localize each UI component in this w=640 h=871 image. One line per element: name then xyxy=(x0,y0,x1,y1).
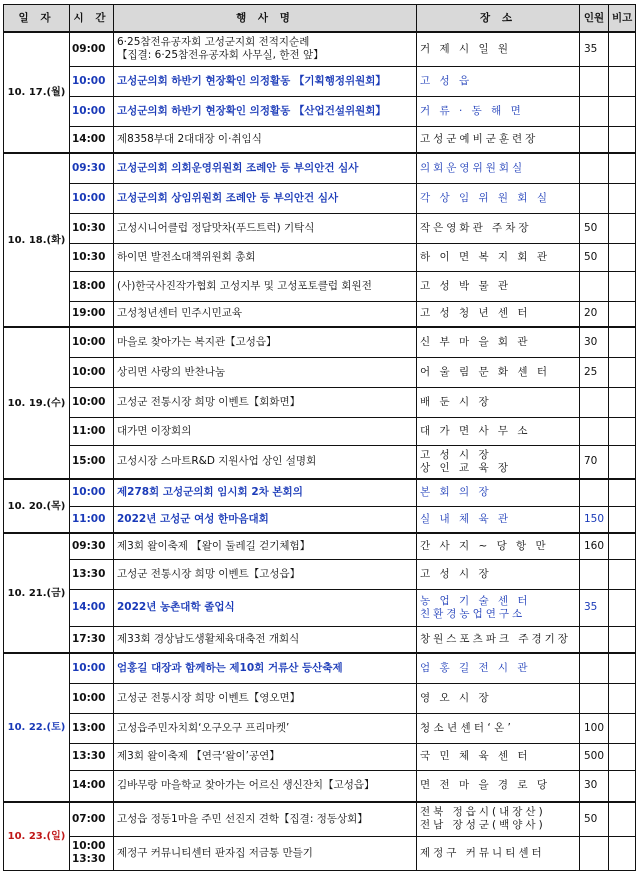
place-cell xyxy=(417,66,580,96)
event-cell xyxy=(114,479,417,506)
note-cell xyxy=(609,32,636,66)
time-text: 11:00 xyxy=(72,512,106,525)
time-text: 13:00 xyxy=(72,721,106,734)
event-text: 고성군 전통시장 희망 이벤트【고성읍】 xyxy=(117,567,301,580)
time-text: 19:00 xyxy=(72,307,106,320)
schedule-row xyxy=(4,506,636,533)
time-cell xyxy=(70,357,114,387)
time-cell xyxy=(70,126,114,153)
event-cell xyxy=(114,626,417,653)
event-text: 제278회 고성군의회 임시회 2차 본회의 xyxy=(117,486,303,499)
event-text: 하이면 발전소대책위원회 총회 xyxy=(117,250,256,263)
place-cell xyxy=(417,770,580,802)
note-cell xyxy=(609,126,636,153)
place-text: 간 사 지 ~ 당 항 만 xyxy=(420,539,549,552)
place-text: 본 회 의 장 xyxy=(420,486,492,499)
time-text: 13:30 xyxy=(72,750,106,762)
count-cell: 20 xyxy=(580,301,609,327)
event-cell xyxy=(114,327,417,357)
schedule-row xyxy=(4,802,636,836)
time-cell xyxy=(70,533,114,559)
count-cell: 30 xyxy=(580,327,609,357)
header-date: 일 자 xyxy=(4,5,70,33)
schedule-row xyxy=(4,683,636,713)
header-count: 인원 xyxy=(580,5,609,33)
time-cell xyxy=(70,301,114,327)
event-text: 6·25참전유공자회 고성군지회 전적지순례 xyxy=(117,36,310,49)
event-text: 상리면 사랑의 반찬나눔 xyxy=(117,365,226,378)
note-cell xyxy=(609,653,636,683)
place-text: 고 성 시 장 xyxy=(420,448,492,461)
note-cell xyxy=(609,243,636,271)
schedule-row xyxy=(4,126,636,153)
schedule-row xyxy=(4,387,636,417)
schedule-table-wrapper xyxy=(3,4,636,871)
time-text: 14:00 xyxy=(72,132,106,145)
place-text: 의회운영위원회실 xyxy=(420,161,526,174)
time-cell xyxy=(70,653,114,683)
time-text: 09:00 xyxy=(72,42,106,55)
time-text: 10:00 xyxy=(72,840,106,852)
time-cell xyxy=(70,96,114,126)
event-text: 【집결: 6·25참전유공자회 사무실, 한전 앞】 xyxy=(117,49,324,62)
time-cell xyxy=(70,213,114,243)
event-cell xyxy=(114,387,417,417)
place-cell xyxy=(417,445,580,479)
place-cell xyxy=(417,301,580,327)
note-cell xyxy=(609,770,636,802)
schedule-row xyxy=(4,357,636,387)
note-cell xyxy=(609,713,636,743)
place-cell xyxy=(417,506,580,533)
place-cell xyxy=(417,126,580,153)
note-cell xyxy=(609,743,636,770)
time-text: 10:00 xyxy=(72,104,106,117)
event-text: 2022년 농촌대학 졸업식 xyxy=(117,601,235,613)
count-cell: 50 xyxy=(580,213,609,243)
place-text: 전남 장성군(백양사) xyxy=(420,819,546,832)
event-text: 제정구 커뮤니티센터 판자집 저금통 만들기 xyxy=(117,846,313,859)
place-text: 창원스포츠파크 주경기장 xyxy=(420,632,571,645)
schedule-row xyxy=(4,743,636,770)
count-cell xyxy=(580,183,609,213)
schedule-row xyxy=(4,417,636,445)
schedule-row xyxy=(4,271,636,301)
place-text: 고 성 시 장 xyxy=(420,567,492,580)
place-text: 실 내 체 육 관 xyxy=(420,512,512,525)
count-cell xyxy=(580,626,609,653)
time-cell xyxy=(70,626,114,653)
place-text: 제정구 커뮤니티센터 xyxy=(420,846,545,859)
time-text: 10:00 xyxy=(72,486,106,499)
time-text: 13:30 xyxy=(72,853,106,865)
count-cell: 50 xyxy=(580,802,609,836)
event-cell xyxy=(114,417,417,445)
time-text: 10:00 xyxy=(72,691,106,704)
schedule-row xyxy=(4,66,636,96)
date-cell: 10. 18.(화) xyxy=(4,153,70,327)
place-text: 각 상 임 위 원 회 실 xyxy=(420,191,551,204)
header-row xyxy=(4,5,636,33)
event-cell xyxy=(114,66,417,96)
place-text: 전북 정읍시(내장산) xyxy=(420,806,546,819)
note-cell xyxy=(609,271,636,301)
place-cell xyxy=(417,417,580,445)
place-text: 상 인 교 육 장 xyxy=(420,461,512,474)
count-cell: 50 xyxy=(580,243,609,271)
time-text: 10:00 xyxy=(72,74,106,87)
time-cell xyxy=(70,183,114,213)
count-cell: 30 xyxy=(580,770,609,802)
time-text: 13:30 xyxy=(72,567,106,580)
event-cell xyxy=(114,653,417,683)
note-cell xyxy=(609,213,636,243)
event-text: 엄홍길 대장과 함께하는 제10회 거류산 등산축제 xyxy=(117,661,343,674)
note-cell xyxy=(609,96,636,126)
time-text: 10:00 xyxy=(72,365,106,378)
note-cell xyxy=(609,301,636,327)
count-cell: 150 xyxy=(580,506,609,533)
time-cell xyxy=(70,271,114,301)
schedule-table xyxy=(3,4,636,871)
event-cell xyxy=(114,445,417,479)
event-cell xyxy=(114,96,417,126)
count-cell xyxy=(580,387,609,417)
time-text: 10:30 xyxy=(72,250,106,263)
count-cell xyxy=(580,66,609,96)
note-cell xyxy=(609,836,636,870)
place-cell xyxy=(417,743,580,770)
place-cell xyxy=(417,153,580,183)
event-text: 고성시니어클럽 정담맛차(푸드트럭) 기탁식 xyxy=(117,221,315,234)
event-text: 마을로 찾아가는 복지관【고성읍】 xyxy=(117,335,277,348)
place-cell xyxy=(417,357,580,387)
time-text: 10:00 xyxy=(72,335,106,348)
time-cell xyxy=(70,559,114,589)
time-cell xyxy=(70,683,114,713)
place-cell xyxy=(417,559,580,589)
count-cell: 25 xyxy=(580,357,609,387)
event-text: 김바무랑 마을학교 찾아가는 어르신 생신잔치【고성읍】 xyxy=(117,779,375,792)
place-cell xyxy=(417,213,580,243)
time-cell xyxy=(70,836,114,870)
event-text: 고성청년센터 민주시민교육 xyxy=(117,307,243,320)
event-cell xyxy=(114,153,417,183)
schedule-row xyxy=(4,213,636,243)
date-cell: 10. 19.(수) xyxy=(4,327,70,479)
event-cell xyxy=(114,683,417,713)
note-cell xyxy=(609,683,636,713)
note-cell xyxy=(609,357,636,387)
time-cell xyxy=(70,327,114,357)
event-cell xyxy=(114,126,417,153)
count-cell xyxy=(580,126,609,153)
event-text: 고성군의회 하반기 현장확인 의정활동 【기획행정위원회】 xyxy=(117,74,386,87)
place-cell xyxy=(417,589,580,626)
schedule-body xyxy=(4,32,636,870)
schedule-row xyxy=(4,445,636,479)
place-cell xyxy=(417,327,580,357)
schedule-row xyxy=(4,32,636,66)
note-cell xyxy=(609,417,636,445)
event-text: 제3회 왈이축제 【연극‘왈이’공연】 xyxy=(117,750,280,762)
place-text: 농 업 기 술 센 터 xyxy=(420,594,531,607)
date-cell: 10. 20.(목) xyxy=(4,479,70,533)
place-text: 청 소 년 센 터 ‘ 온 ’ xyxy=(420,721,511,734)
event-cell xyxy=(114,213,417,243)
place-text: 엄 홍 길 전 시 관 xyxy=(420,661,531,674)
time-cell xyxy=(70,66,114,96)
time-cell xyxy=(70,743,114,770)
event-cell xyxy=(114,559,417,589)
event-text: 고성군의회 하반기 현장확인 의정활동 【산업건설위원회】 xyxy=(117,104,386,117)
event-cell xyxy=(114,243,417,271)
schedule-row xyxy=(4,327,636,357)
event-cell xyxy=(114,743,417,770)
place-text: 배 둔 시 장 xyxy=(420,395,492,408)
time-text: 17:30 xyxy=(72,632,106,645)
time-text: 10:00 xyxy=(72,395,106,408)
time-text: 10:30 xyxy=(72,221,106,234)
place-cell xyxy=(417,836,580,870)
count-cell xyxy=(580,417,609,445)
header-event: 행 사 명 xyxy=(114,5,417,33)
header-place: 장 소 xyxy=(417,5,580,33)
time-text: 10:00 xyxy=(72,661,106,674)
time-cell xyxy=(70,445,114,479)
place-text: 고 성 박 물 관 xyxy=(420,279,512,292)
event-cell xyxy=(114,506,417,533)
place-cell xyxy=(417,533,580,559)
place-text: 국 민 체 육 센 터 xyxy=(420,750,531,762)
event-text: 고성군 전통시장 희망 이벤트【회화면】 xyxy=(117,395,301,408)
schedule-row xyxy=(4,479,636,506)
event-text: 고성읍주민자치회‘오구오구 프리마켓’ xyxy=(117,721,290,734)
time-cell xyxy=(70,243,114,271)
time-text: 18:00 xyxy=(72,279,106,292)
schedule-row xyxy=(4,626,636,653)
place-text: 거 류 · 동 해 면 xyxy=(420,104,524,117)
schedule-row xyxy=(4,243,636,271)
count-cell: 500 xyxy=(580,743,609,770)
count-cell xyxy=(580,153,609,183)
note-cell xyxy=(609,445,636,479)
count-cell: 160 xyxy=(580,533,609,559)
note-cell xyxy=(609,183,636,213)
note-cell xyxy=(609,327,636,357)
note-cell xyxy=(609,66,636,96)
note-cell xyxy=(609,559,636,589)
place-cell xyxy=(417,243,580,271)
place-cell xyxy=(417,387,580,417)
place-text: 어 울 림 문 화 센 터 xyxy=(420,365,551,378)
place-cell xyxy=(417,802,580,836)
event-text: 고성시장 스마트R&D 지원사업 상인 설명회 xyxy=(117,455,317,468)
schedule-row xyxy=(4,559,636,589)
time-cell xyxy=(70,506,114,533)
place-text: 거 제 시 일 원 xyxy=(420,42,512,55)
time-text: 14:00 xyxy=(72,779,106,792)
note-cell xyxy=(609,479,636,506)
time-cell xyxy=(70,770,114,802)
note-cell xyxy=(609,506,636,533)
schedule-row xyxy=(4,836,636,870)
event-cell xyxy=(114,713,417,743)
event-cell xyxy=(114,271,417,301)
count-cell: 35 xyxy=(580,589,609,626)
date-cell: 10. 17.(월) xyxy=(4,32,70,153)
count-cell xyxy=(580,271,609,301)
event-text: 고성군의회 상임위원회 조례안 등 부의안건 심사 xyxy=(117,191,339,204)
time-cell xyxy=(70,387,114,417)
date-cell: 10. 21.(금) xyxy=(4,533,70,653)
place-text: 고성군예비군훈련장 xyxy=(420,132,539,145)
event-cell xyxy=(114,802,417,836)
event-text: (사)한국사진작가협회 고성지부 및 고성포토클럽 회원전 xyxy=(117,279,372,292)
time-cell xyxy=(70,417,114,445)
place-cell xyxy=(417,653,580,683)
place-text: 작은영화관 주차장 xyxy=(420,221,532,234)
place-cell xyxy=(417,183,580,213)
place-cell xyxy=(417,271,580,301)
schedule-row xyxy=(4,533,636,559)
place-cell xyxy=(417,479,580,506)
event-text: 대가면 이장회의 xyxy=(117,424,192,437)
place-text: 대 가 면 사 무 소 xyxy=(420,424,531,437)
note-cell xyxy=(609,802,636,836)
count-cell: 70 xyxy=(580,445,609,479)
event-text: 고성군 전통시장 희망 이벤트【영오면】 xyxy=(117,691,301,704)
place-cell xyxy=(417,713,580,743)
place-text: 친환경농업연구소 xyxy=(420,607,526,620)
note-cell xyxy=(609,589,636,626)
place-cell xyxy=(417,32,580,66)
event-text: 제8358부대 2대대장 이·취임식 xyxy=(117,132,262,145)
header-note: 비고 xyxy=(609,5,636,33)
event-cell xyxy=(114,589,417,626)
place-text: 신 부 마 을 회 관 xyxy=(420,335,531,348)
time-text: 09:30 xyxy=(72,161,106,174)
schedule-row xyxy=(4,183,636,213)
count-cell xyxy=(580,559,609,589)
event-cell xyxy=(114,836,417,870)
count-cell: 35 xyxy=(580,32,609,66)
event-text: 고성군의회 의회운영위원회 조례안 등 부의안건 심사 xyxy=(117,161,359,174)
note-cell xyxy=(609,626,636,653)
note-cell xyxy=(609,387,636,417)
schedule-row xyxy=(4,153,636,183)
schedule-row xyxy=(4,96,636,126)
event-cell xyxy=(114,770,417,802)
time-cell xyxy=(70,32,114,66)
place-text: 영 오 시 장 xyxy=(420,691,492,704)
event-cell xyxy=(114,301,417,327)
time-text: 14:00 xyxy=(72,601,106,613)
header-time: 시 간 xyxy=(70,5,114,33)
place-text: 하 이 면 복 지 회 관 xyxy=(420,250,551,263)
schedule-row xyxy=(4,713,636,743)
event-text: 제33회 경상남도생활체육대축전 개회식 xyxy=(117,632,300,645)
event-cell xyxy=(114,357,417,387)
schedule-row xyxy=(4,653,636,683)
time-cell xyxy=(70,153,114,183)
place-cell xyxy=(417,683,580,713)
note-cell xyxy=(609,533,636,559)
time-text: 15:00 xyxy=(72,455,106,468)
event-cell xyxy=(114,183,417,213)
event-text: 고성읍 정동1마을 주민 선진지 견학【집결: 정동상회】 xyxy=(117,812,368,825)
time-cell xyxy=(70,589,114,626)
count-cell xyxy=(580,683,609,713)
note-cell xyxy=(609,153,636,183)
event-text: 2022년 고성군 여성 한마음대회 xyxy=(117,512,269,525)
time-text: 07:00 xyxy=(72,812,106,825)
count-cell xyxy=(580,653,609,683)
event-cell xyxy=(114,32,417,66)
time-cell xyxy=(70,802,114,836)
schedule-row xyxy=(4,301,636,327)
place-cell xyxy=(417,96,580,126)
time-text: 11:00 xyxy=(72,424,106,437)
place-text: 고 성 읍 xyxy=(420,74,473,87)
schedule-row xyxy=(4,589,636,626)
time-text: 09:30 xyxy=(72,539,106,552)
count-cell: 100 xyxy=(580,713,609,743)
place-cell xyxy=(417,626,580,653)
date-cell: 10. 23.(일) xyxy=(4,802,70,870)
place-text: 고 성 청 년 센 터 xyxy=(420,307,531,320)
time-text: 10:00 xyxy=(72,191,106,204)
count-cell xyxy=(580,479,609,506)
count-cell xyxy=(580,836,609,870)
place-text: 면 전 마 을 경 로 당 xyxy=(420,779,551,792)
date-cell: 10. 22.(토) xyxy=(4,653,70,802)
count-cell xyxy=(580,96,609,126)
schedule-row xyxy=(4,770,636,802)
event-cell xyxy=(114,533,417,559)
time-cell xyxy=(70,479,114,506)
time-cell xyxy=(70,713,114,743)
event-text: 제3회 왈이축제 【왈이 둘레길 걷기체험】 xyxy=(117,539,311,552)
